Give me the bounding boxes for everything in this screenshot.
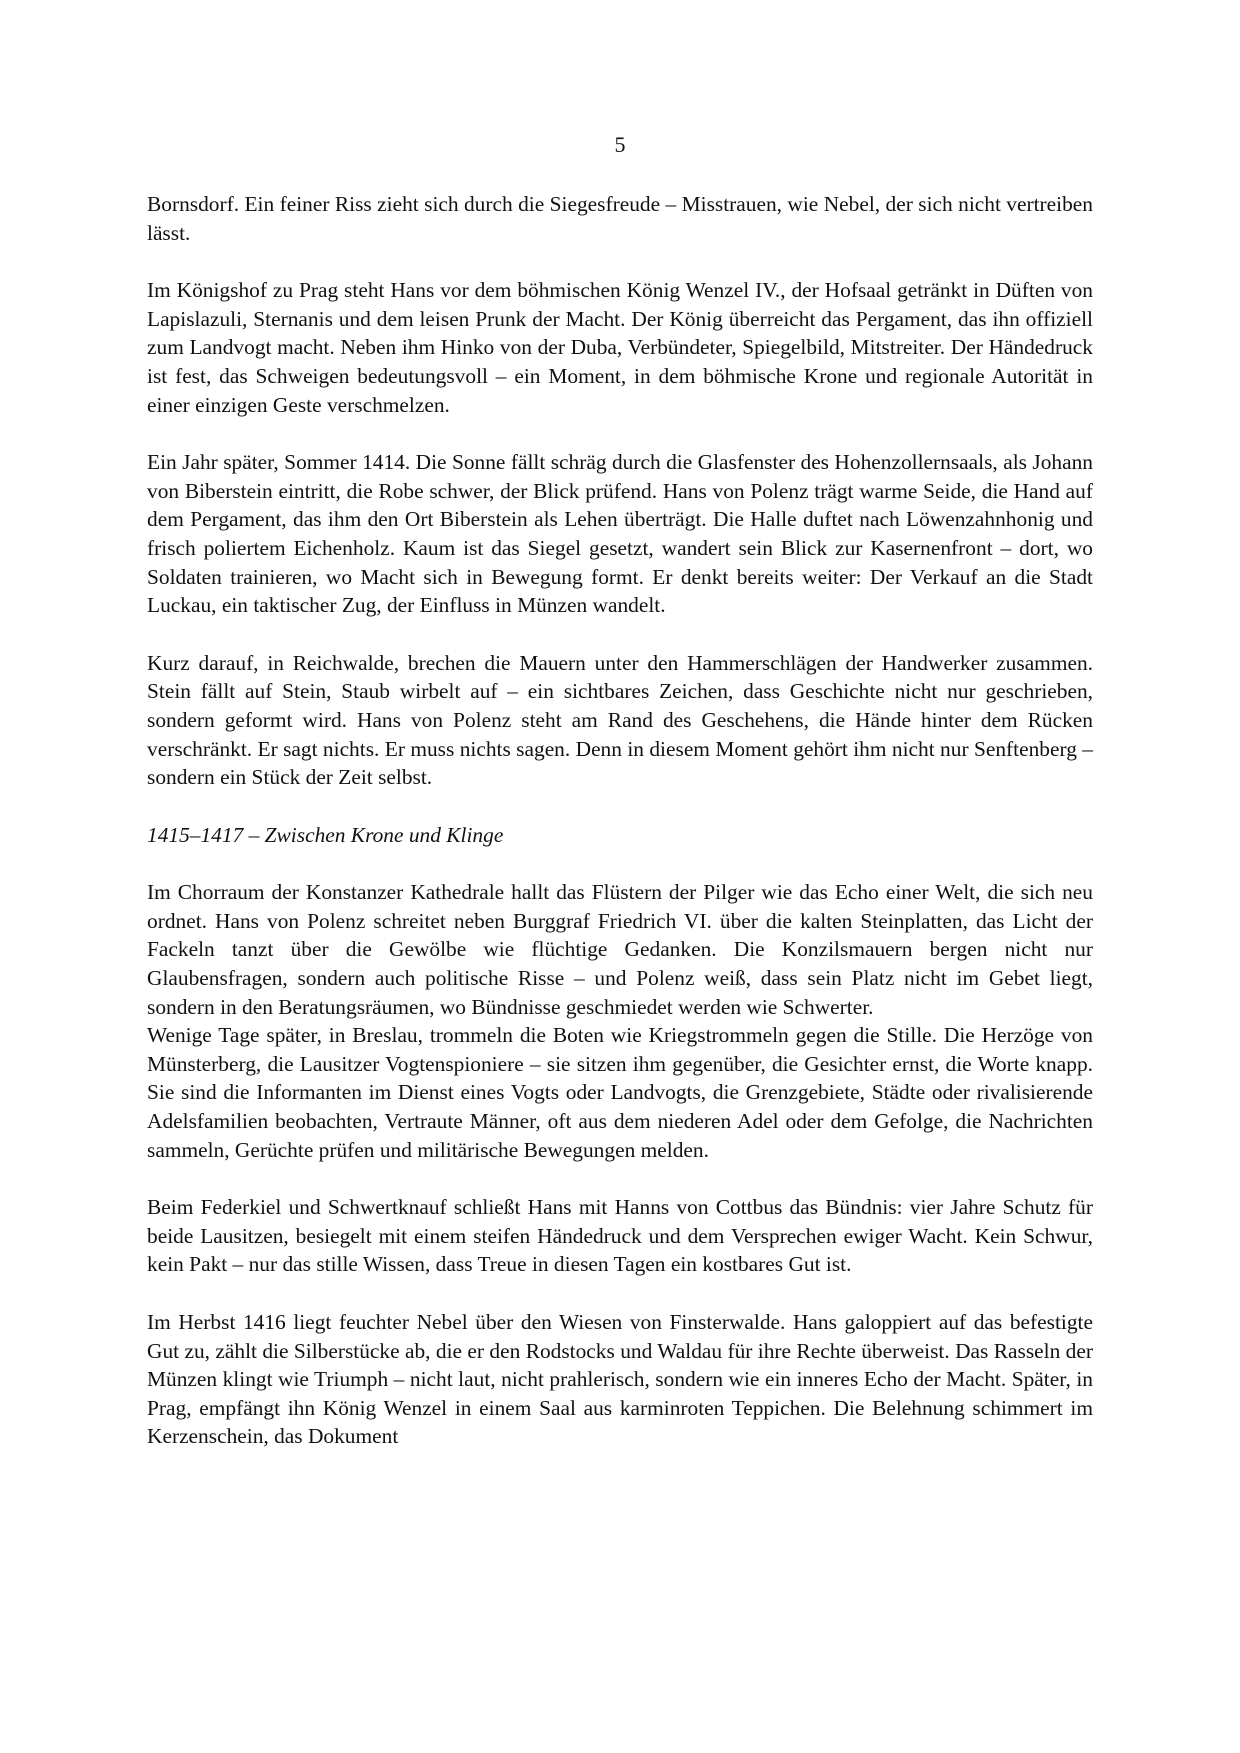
paragraph-cottbus-buendnis: Beim Federkiel und Schwertknauf schließt Hans mit Hanns von Cottbus das Bündnis: vier Jahre Schutz für beide Lausitzen, besiegelt mit einem steifen Händedruck und dem Versprechen ewiger Wacht. Kein Schwur, kein Pakt – nur das stille Wissen, dass Treue in diesen Tagen ein kostbares Gut ist. [147,1195,1093,1277]
paragraph-breslau: Wenige Tage später, in Breslau, trommeln die Boten wie Kriegstrommeln gegen die Stille. Die Herzöge von Münsterberg, die Lausitzer Vogtenspioniere – sie sitzen ihm gegenüber, die Gesichter ernst, die Worte knapp. Sie sind die Informanten im Dienst eines Vogts oder Landvogts, die Grenzgebiete, Städte oder rivalisierende Adelsfamilien beobachten, Vertraute Männer, oft aus dem niederen Adel oder dem Gefolge, die Nachrichten sammeln, Gerüchte prüfen und militärische Bewegungen melden. [147,1023,1093,1162]
paragraph-konstanz: Im Chorraum der Konstanzer Kathedrale hallt das Flüstern der Pilger wie das Echo einer Welt, die sich neu ordnet. Hans von Polenz schreitet neben Burggraf Friedrich VI. über die kalten Steinplatten, das Licht der Fackeln tanzt über die Gewölbe wie flüchtige Gedanken. Die Konzilsmauern bergen nicht nur Glaubensfragen, sondern auch politische Risse – und Polenz weiß, dass sein Platz nicht im Gebet liegt, sondern in den Beratungsräumen, wo Bündnisse geschmiedet werden wie Schwerter. [147,880,1093,1019]
paragraph-reichwalde: Kurz darauf, in Reichwalde, brechen die Mauern unter den Hammerschlägen der Handwerker zusammen. Stein fällt auf Stein, Staub wirbelt auf – ein sichtbares Zeichen, dass Geschichte nicht nur geschrieben, sondern geformt wird. Hans von Polenz steht am Rand des Geschehens, die Hände hinter dem Rücken verschränkt. Er sagt nichts. Er muss nichts sagen. Denn in diesem Moment gehört ihm nicht nur Senftenberg – sondern ein Stück der Zeit selbst. [147,650,1093,790]
paragraph-sommer-1414: Ein Jahr später, Sommer 1414. Die Sonne fällt schräg durch die Glasfenster des Hohenzollernsaals, als Johann von Biberstein eintritt, die Robe schwer, der Blick prüfend. Hans von Polenz trägt warme Seide, die Hand auf dem Pergament, das ihm den Ort Biberstein als Lehen überträgt. Die Halle duftet nach Löwenzahnhonig und frisch poliertem Eichenholz. Kaum ist das Siegel gesetzt, wandert sein Blick zur Kasernenfront – dort, wo Soldaten trainieren, wo Macht sich in Bewegung formt. Er denkt bereits weiter: Der Verkauf an die Stadt Luckau, ein taktischer Zug, der Einfluss in Münzen wandelt. [147,450,1093,618]
body-text [147,190,1093,1451]
paragraph-koenigshof-prag: Im Königshof zu Prag steht Hans vor dem böhmischen König Wenzel IV., der Hofsaal getränkt in Düften von Lapislazuli, Sternanis und dem leisen Prunk der Macht. Der König überreicht das Pergament, das ihn offiziell zum Landvogt macht. Neben ihm Hinko von der Duba, Verbündeter, Spiegelbild, Mitstreiter. Der Händedruck ist fest, das Schweigen bedeutungsvoll – ein Moment, in dem böhmische Krone und regionale Autorität in einer einzigen Geste verschmelzen. [147,278,1093,417]
page-number: 5 [614,132,626,157]
section-heading: 1415–1417 – Zwischen Krone und Klinge [147,822,504,847]
paragraph-bornsdorf: Bornsdorf. Ein feiner Riss zieht sich durch die Siegesfreude – Misstrauen, wie Nebel, der sich nicht vertreiben lässt. [147,192,1093,245]
paragraph-herbst-1416: Im Herbst 1416 liegt feuchter Nebel über den Wiesen von Finsterwalde. Hans galoppiert auf das befestigte Gut zu, zählt die Silberstücke ab, die er den Rodstocks und Waldau für ihre Rechte überweist. Das Rasseln der Münzen klingt wie Triumph – nicht laut, nicht prahlerisch, sondern wie ein inneres Echo der Macht. Später, in Prag, empfängt ihn König Wenzel in einem Saal aus karminroten Teppichen. Die Belehnung schimmert im Kerzenschein, das Dokument [147,1310,1093,1449]
